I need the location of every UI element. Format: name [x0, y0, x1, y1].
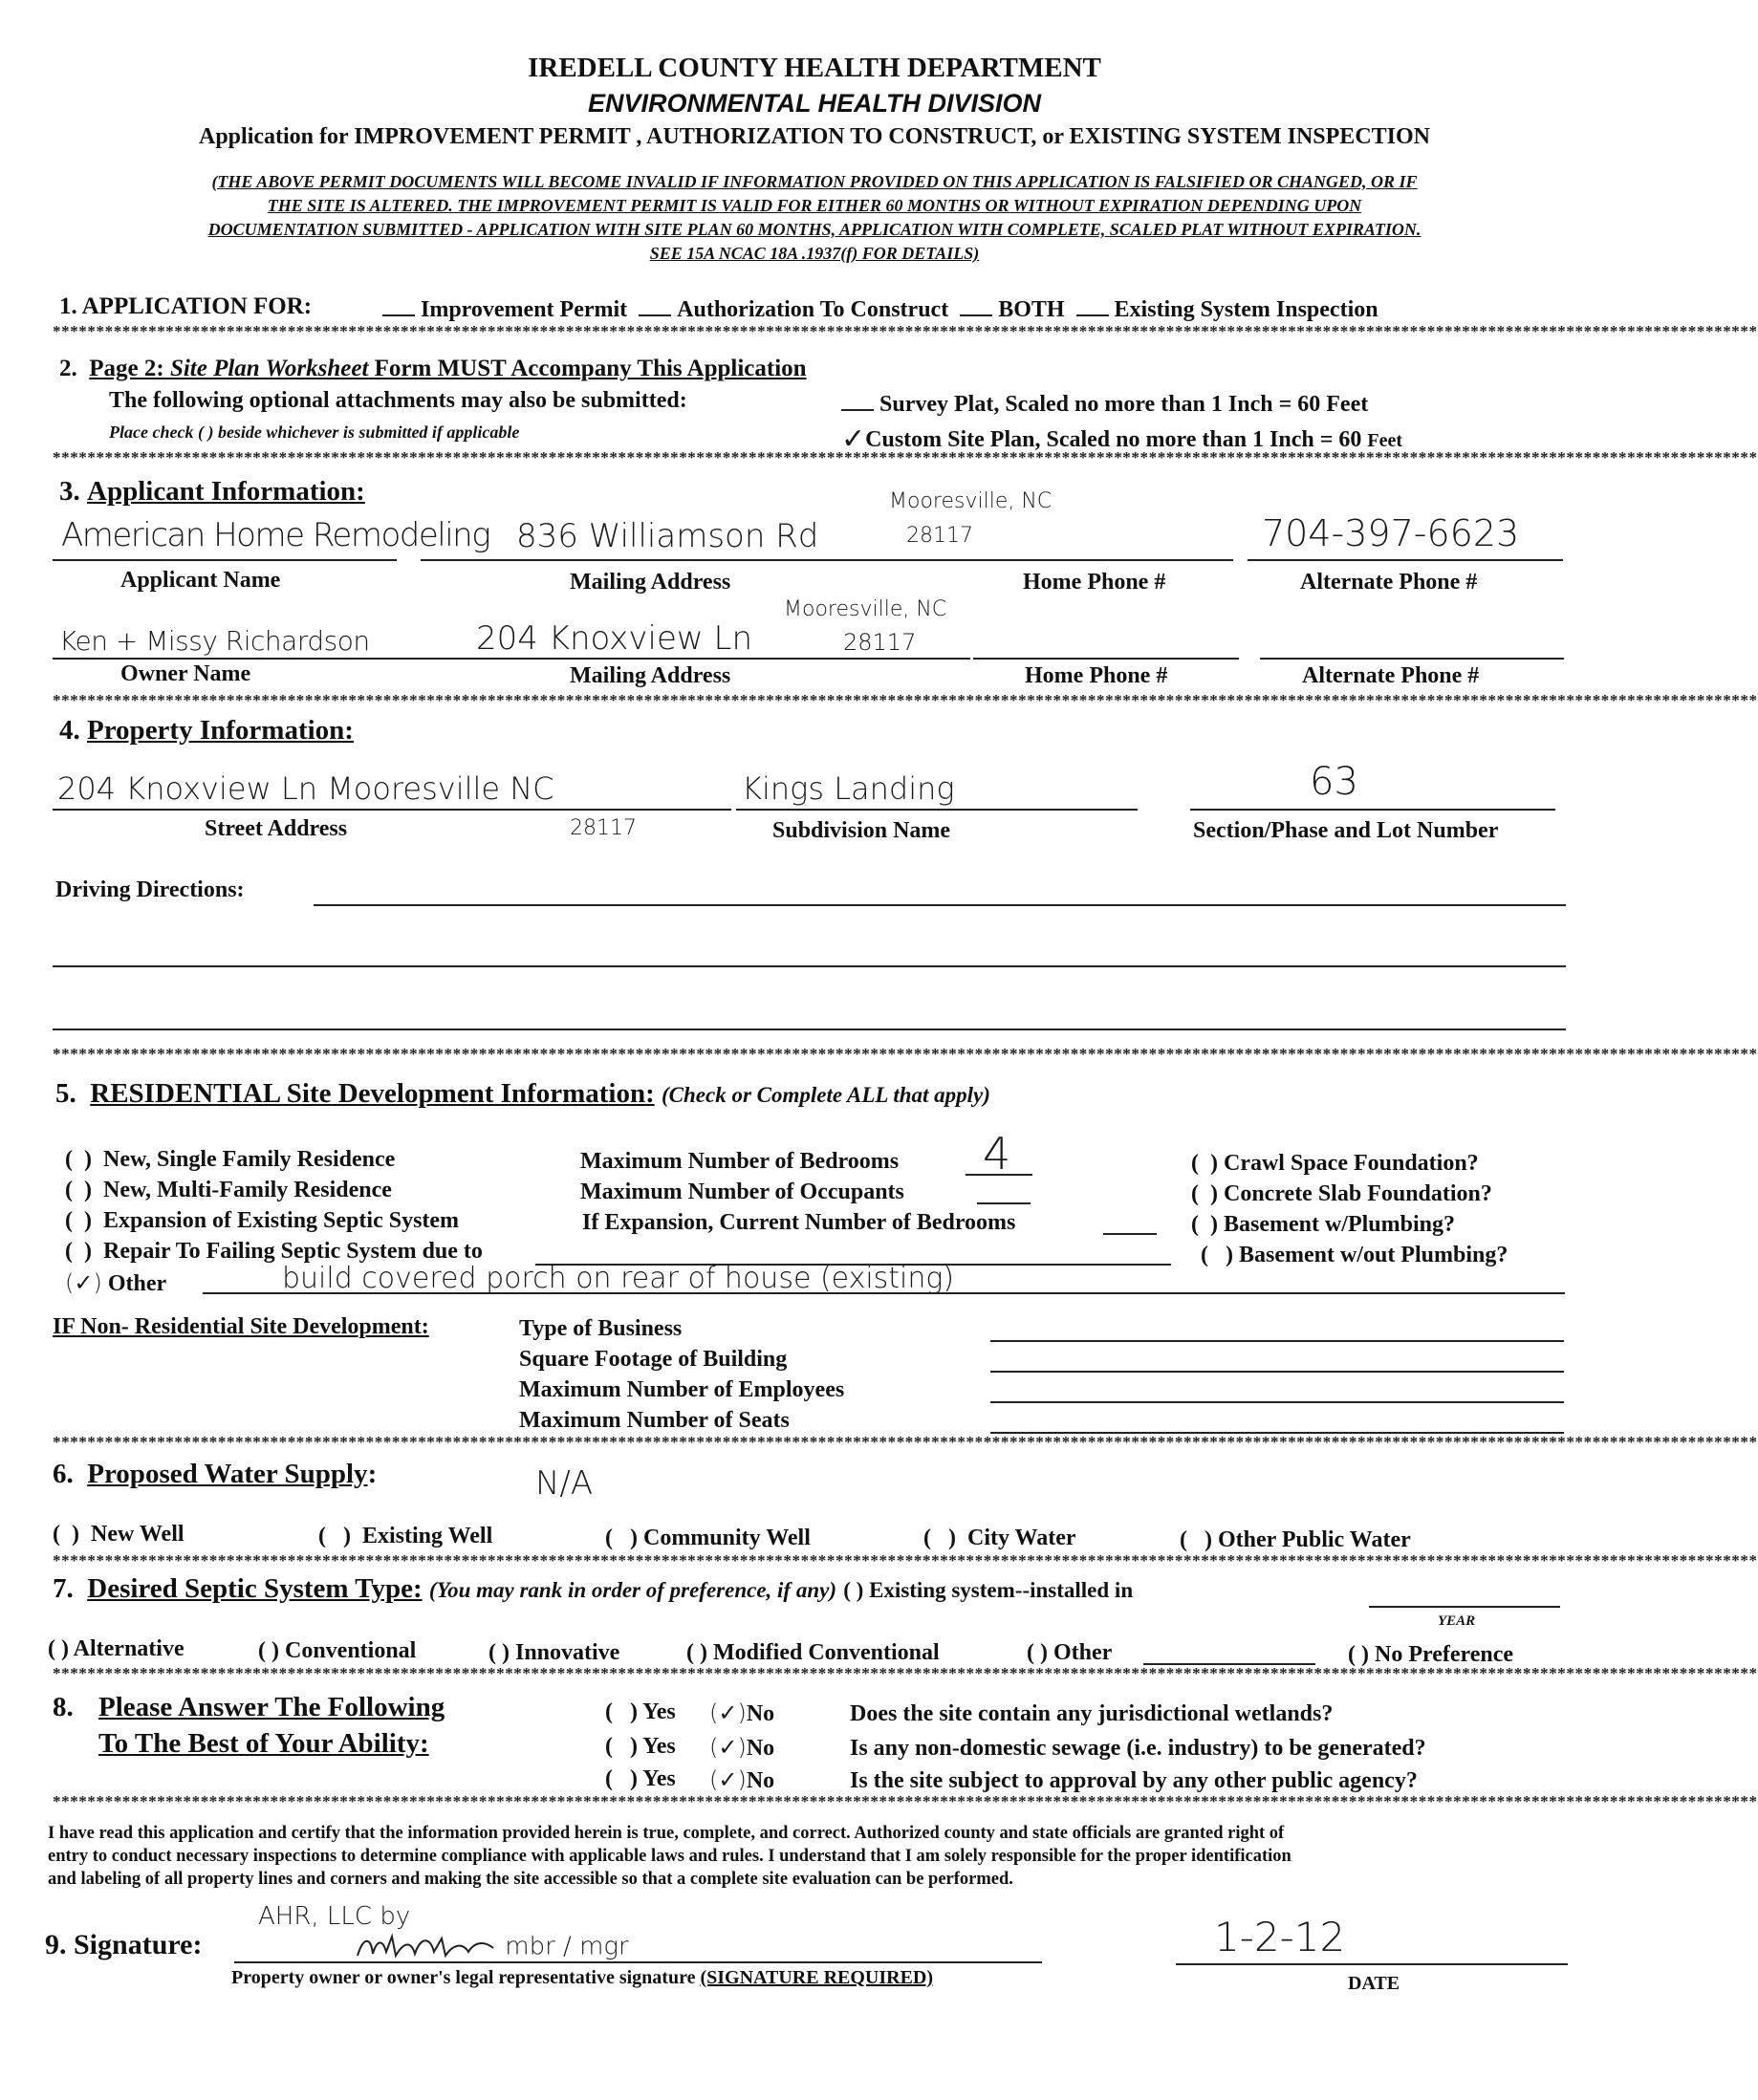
- street-zip-value[interactable]: 28117: [570, 816, 637, 840]
- date-value[interactable]: 1-2-12: [1214, 1914, 1346, 1960]
- s2-num: 2.: [59, 356, 77, 381]
- s4-title: Property Information:: [87, 715, 354, 746]
- s8-q2-yes[interactable]: ( ) Yes: [605, 1734, 676, 1759]
- date-line: [1176, 1963, 1568, 1965]
- water-supply-value[interactable]: N/A: [535, 1464, 594, 1503]
- label-owner-name: Owner Name: [120, 661, 251, 686]
- applicant-address-line: [421, 559, 1233, 561]
- owner-name-line: [53, 658, 970, 660]
- label-applicant-mailing: Mailing Address: [570, 570, 731, 595]
- res-basement-plumbing[interactable]: ( ) Basement w/Plumbing?: [1191, 1212, 1455, 1237]
- s8-q3-yes[interactable]: ( ) Yes: [605, 1766, 676, 1791]
- s3-title: Applicant Information:: [87, 476, 365, 507]
- nonres-square-footage: Square Footage of Building: [519, 1347, 788, 1372]
- res-other-value[interactable]: build covered porch on rear of house (existing): [282, 1262, 955, 1295]
- s2-heading: [59, 356, 807, 382]
- applicant-alt-phone-value[interactable]: 704-397-6623: [1262, 512, 1520, 554]
- res-item-single-family[interactable]: ( ) New, Single Family Residence: [65, 1147, 396, 1172]
- s4-heading: [59, 715, 354, 747]
- s8-num: 8.: [53, 1692, 74, 1722]
- label-max-bedrooms: Maximum Number of Bedrooms: [580, 1149, 900, 1174]
- owner-name-value[interactable]: Ken + Missy Richardson: [59, 625, 370, 657]
- s3-heading: [59, 476, 365, 508]
- water-existing-well[interactable]: ( ) Existing Well: [318, 1524, 493, 1548]
- septic-alternative[interactable]: ( ) Alternative: [48, 1636, 184, 1661]
- res-item-other[interactable]: [65, 1269, 166, 1297]
- application-line: Application for IMPROVEMENT PERMIT , AUTHORIZATION TO CONSTRUCT, or EXISTING SYSTEM INSPECTION: [199, 124, 1430, 149]
- separator: ****************************************************************************************************************************************************************************************************: [53, 1792, 1758, 1810]
- label-lot: Section/Phase and Lot Number: [1193, 818, 1499, 843]
- street-address-value[interactable]: 204 Knoxview Ln Mooresville NC: [57, 770, 554, 807]
- s1-opt-improvement: Improvement Permit: [421, 297, 628, 322]
- nonres-max-employees: Maximum Number of Employees: [519, 1377, 845, 1402]
- applicant-name-value[interactable]: American Home Remodeling: [61, 516, 490, 554]
- water-community-well[interactable]: ( ) Community Well: [605, 1526, 811, 1550]
- signature-value-line1[interactable]: AHR, LLC by: [258, 1902, 411, 1931]
- s5-note: (Check or Complete ALL that apply): [662, 1083, 990, 1107]
- s1-title: 1. APPLICATION FOR:: [59, 293, 313, 319]
- nonres-label: IF Non- Residential Site Development:: [53, 1314, 429, 1339]
- separator: ****************************************************************************************************************************************************************************************************: [53, 691, 1758, 709]
- s2-optional: The following optional attachments may also be submitted:: [109, 388, 687, 413]
- certification-line-1: I have read this application and certify that the information provided herein is true, complete, and correct. Authorized county and state officials are granted right of: [48, 1824, 1285, 1843]
- label-applicant-alt-phone: Alternate Phone #: [1300, 570, 1478, 595]
- s7-note: (You may rank in order of preference, if any): [428, 1578, 837, 1602]
- s2-custom-feet: Feet: [1367, 430, 1403, 451]
- signature-caption: [231, 1967, 933, 1989]
- owner-home-phone-line: [973, 658, 1239, 660]
- street-address-line: [53, 809, 731, 811]
- s2-place-check: Place check ( ) beside whichever is submitted if applicable: [109, 422, 520, 442]
- s2-custom-label: Custom Site Plan, Scaled no more than 1 Inch = 60: [865, 427, 1362, 452]
- max-bedrooms-value[interactable]: 4: [983, 1128, 1011, 1180]
- subdivision-line: [736, 809, 1138, 811]
- septic-other[interactable]: ( ) Other: [1027, 1640, 1113, 1665]
- disclaimer-line-2: THE SITE IS ALTERED. THE IMPROVEMENT PERMIT IS VALID FOR EITHER 60 MONTHS OR WITHOUT EXPIRATION DEPENDING UPON: [267, 196, 1362, 215]
- s1-blank-improvement[interactable]: [382, 295, 415, 316]
- s6-num: 6.: [53, 1459, 74, 1489]
- label-owner-mailing: Mailing Address: [570, 663, 731, 688]
- driving-line-1[interactable]: [314, 904, 1566, 906]
- separator: ****************************************************************************************************************************************************************************************************: [53, 1664, 1758, 1682]
- res-other-line: [203, 1292, 1565, 1294]
- res-item-multi-family[interactable]: ( ) New, Multi-Family Residence: [65, 1178, 392, 1202]
- s6-title: Proposed Water Supply: [87, 1459, 368, 1489]
- s1-opt-authorization: Authorization To Construct: [677, 297, 949, 322]
- applicant-zip-value[interactable]: 28117: [906, 524, 973, 548]
- applicant-name-line: [53, 559, 397, 561]
- s7-heading: [53, 1573, 1133, 1605]
- s7-existing[interactable]: ( ) Existing system--installed in: [843, 1578, 1134, 1602]
- disclaimer-line-4: SEE 15A NCAC 18A .1937(f) FOR DETAILS): [649, 244, 980, 263]
- s2-site-plan: Site Plan Worksheet: [169, 356, 369, 381]
- s4-num: 4.: [59, 715, 80, 746]
- owner-city-value[interactable]: Mooresville, NC: [784, 597, 947, 621]
- s1-options: [382, 295, 1378, 323]
- res-crawl-space[interactable]: ( ) Crawl Space Foundation?: [1191, 1151, 1479, 1176]
- s1-blank-both[interactable]: [960, 295, 992, 316]
- res-other-label: Other: [107, 1271, 167, 1296]
- driving-line-3[interactable]: [53, 1028, 1566, 1030]
- s6-heading: [53, 1459, 377, 1490]
- signature-line: [234, 1961, 1042, 1963]
- res-item-repair[interactable]: ( ) Repair To Failing Septic System due to: [65, 1239, 483, 1264]
- subdivision-value[interactable]: Kings Landing: [742, 770, 955, 807]
- s1-blank-existing[interactable]: [1076, 295, 1109, 316]
- s1-blank-authorization[interactable]: [639, 295, 671, 316]
- s1-opt-existing: Existing System Inspection: [1114, 297, 1378, 322]
- s7-year-label: YEAR: [1438, 1613, 1476, 1629]
- water-other-public[interactable]: ( ) Other Public Water: [1180, 1527, 1411, 1552]
- label-applicant-name: Applicant Name: [120, 568, 281, 593]
- s8-q2-no-label: No: [746, 1736, 775, 1761]
- s8-q1-yes[interactable]: ( ) Yes: [605, 1699, 676, 1724]
- signature-required: (SIGNATURE REQUIRED): [700, 1967, 934, 1988]
- nonres-max-seats: Maximum Number of Seats: [519, 1408, 790, 1433]
- disclaimer-line-1: (THE ABOVE PERMIT DOCUMENTS WILL BECOME INVALID IF INFORMATION PROVIDED ON THIS APPLICATION IS FALSIFIED OR CHANGED, OR IF: [211, 172, 1418, 191]
- s8-q3-no-label: No: [746, 1768, 775, 1793]
- s6-colon: :: [367, 1459, 378, 1489]
- owner-zip-value[interactable]: 28117: [843, 629, 917, 656]
- certification-line-3: and labeling of all property lines and corners and making the site accessible so that a complete site evaluation can be performed.: [48, 1870, 1013, 1889]
- department-title: IREDELL COUNTY HEALTH DEPARTMENT: [528, 53, 1101, 83]
- septic-no-preference[interactable]: ( ) No Preference: [1348, 1642, 1514, 1667]
- s1-opt-both: BOTH: [998, 297, 1065, 322]
- owner-alt-phone-line: [1260, 658, 1564, 660]
- s8-q1-no[interactable]: [709, 1699, 774, 1727]
- signature-role: mbr / mgr: [505, 1932, 629, 1961]
- s5-num: 5.: [55, 1078, 76, 1109]
- s3-num: 3.: [59, 476, 80, 507]
- lot-value[interactable]: 63: [1310, 760, 1358, 804]
- nonres-footage-line[interactable]: [990, 1371, 1564, 1373]
- nonres-type-of-business: Type of Business: [519, 1316, 683, 1341]
- s8-q1-no-label: No: [746, 1701, 775, 1726]
- separator: ****************************************************************************************************************************************************************************************************: [53, 1045, 1758, 1063]
- signature-caption-text: Property owner or owner's legal representative signature: [231, 1967, 696, 1988]
- res-other-check[interactable]: (✓): [65, 1269, 102, 1296]
- s8-title-2: To The Best of Your Ability:: [98, 1728, 429, 1759]
- water-new-well[interactable]: ( ) New Well: [53, 1522, 184, 1547]
- separator: ****************************************************************************************************************************************************************************************************: [53, 448, 1758, 466]
- res-basement-no-plumbing[interactable]: ( ) Basement w/out Plumbing?: [1201, 1243, 1508, 1267]
- s8-q3-no-mark[interactable]: (✓): [709, 1766, 747, 1793]
- septic-modified[interactable]: ( ) Modified Conventional: [686, 1640, 940, 1665]
- label-subdivision: Subdivision Name: [772, 818, 951, 843]
- water-city-water[interactable]: ( ) City Water: [923, 1526, 1076, 1550]
- applicant-address-value[interactable]: 836 Williamson Rd: [516, 517, 819, 555]
- label-max-occupants: Maximum Number of Occupants: [580, 1180, 904, 1204]
- s7-title: Desired Septic System Type:: [87, 1573, 423, 1604]
- s2-heading-text: [89, 356, 806, 381]
- max-occupants-line: [977, 1202, 1031, 1204]
- s2-survey: [841, 390, 1368, 418]
- separator: ****************************************************************************************************************************************************************************************************: [53, 322, 1758, 340]
- label-applicant-home-phone: Home Phone #: [1023, 570, 1166, 595]
- label-owner-alt-phone: Alternate Phone #: [1302, 663, 1480, 688]
- s8-q3-no[interactable]: [709, 1766, 774, 1794]
- signature-scribble: [354, 1931, 497, 1963]
- s8-q2-no-mark[interactable]: (✓): [709, 1734, 747, 1761]
- lot-line: [1190, 809, 1555, 811]
- nonres-employees-line[interactable]: [990, 1401, 1564, 1403]
- current-bedrooms-line: [1103, 1233, 1157, 1235]
- max-bedrooms-line: [966, 1174, 1032, 1176]
- s2-rest: Form MUST Accompany This Application: [374, 356, 807, 381]
- s8-q2-text: Is any non-domestic sewage (i.e. industry) to be generated?: [850, 1736, 1426, 1761]
- s8-q3-text: Is the site subject to approval by any other public agency?: [850, 1768, 1418, 1793]
- s2-custom-check[interactable]: ✓: [841, 422, 866, 456]
- date-caption: DATE: [1348, 1973, 1400, 1994]
- s8-title-1: Please Answer The Following: [98, 1692, 445, 1722]
- label-street-address: Street Address: [205, 816, 348, 841]
- label-current-bedrooms: If Expansion, Current Number of Bedrooms: [582, 1210, 1016, 1235]
- s2-survey-label: Survey Plat, Scaled no more than 1 Inch = 60 Feet: [879, 392, 1369, 417]
- s8-q1-text: Does the site contain any jurisdictional wetlands?: [850, 1701, 1334, 1726]
- res-item-expansion[interactable]: ( ) Expansion of Existing Septic System: [65, 1208, 460, 1233]
- s2-page2: Page 2:: [89, 356, 164, 381]
- signature-label: 9. Signature:: [45, 1929, 203, 1960]
- division-title: ENVIRONMENTAL HEALTH DIVISION: [587, 89, 1042, 118]
- disclaimer-line-3: DOCUMENTATION SUBMITTED - APPLICATION WITH SITE PLAN 60 MONTHS, APPLICATION WITH COMPLETE, SCALED PLAT WITHOUT EXPIRATION.: [207, 220, 1422, 239]
- owner-address-value[interactable]: 204 Knoxview Ln: [476, 619, 753, 658]
- res-repair-line: [535, 1264, 1171, 1266]
- signature-value-line2[interactable]: [354, 1931, 629, 1963]
- separator: ****************************************************************************************************************************************************************************************************: [53, 1433, 1758, 1451]
- septic-conventional[interactable]: ( ) Conventional: [258, 1638, 417, 1663]
- separator: ****************************************************************************************************************************************************************************************************: [53, 1551, 1758, 1570]
- s8-q2-no[interactable]: [709, 1734, 774, 1762]
- s5-heading: [55, 1078, 990, 1110]
- applicant-alt-phone-line: [1248, 559, 1563, 561]
- label-driving-directions: Driving Directions:: [55, 877, 245, 902]
- res-concrete-slab[interactable]: ( ) Concrete Slab Foundation?: [1191, 1181, 1492, 1206]
- septic-innovative[interactable]: ( ) Innovative: [488, 1640, 620, 1665]
- certification-line-2: entry to conduct necessary inspections to determine compliance with applicable laws and rules. I understand that I am solely responsible for the proper identification: [48, 1847, 1291, 1866]
- s8-q1-no-mark[interactable]: (✓): [709, 1699, 747, 1726]
- nonres-business-line[interactable]: [990, 1340, 1564, 1342]
- driving-line-2[interactable]: [53, 965, 1566, 967]
- s2-survey-blank[interactable]: [841, 390, 874, 411]
- applicant-city-value[interactable]: Mooresville, NC: [889, 489, 1053, 513]
- label-owner-home-phone: Home Phone #: [1025, 663, 1168, 688]
- s7-num: 7.: [53, 1573, 74, 1604]
- s7-year-line[interactable]: [1369, 1606, 1560, 1608]
- s5-title: RESIDENTIAL Site Development Information:: [90, 1078, 655, 1109]
